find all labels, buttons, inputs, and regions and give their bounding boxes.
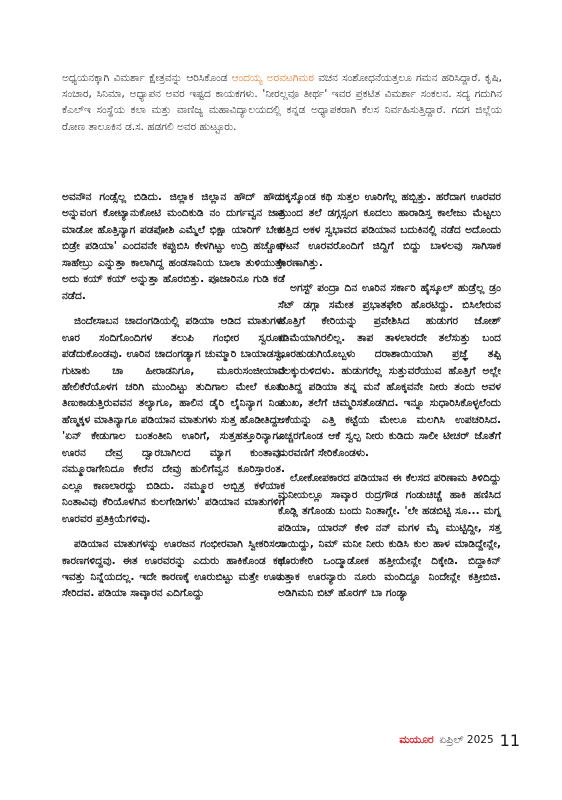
right-column bbox=[278, 189, 501, 602]
paragraph: ದಕ್ಕಸ್ಕೊಂಡ ಕಥಿ ಸುತ್ತಲ ಊರಿಗೆಲ್ಲ ಹಬ್ಬಿತ್ತು. ಹರೆದಾಗ ಊರವರ ಮುಂದ ತಲೆ ಡಗ್ಗಸ್ಸಂಗ ಕೂದಲು ಹಾರಾಡಿಸ್ತ ಕಾಲೇಜು ಮೆಟ್ಟಲು ಹತ್ತಿದ ಅಕಳ ಸ್ವಭಾವದ ಪಡಿಯಾನ ಬದುಕಿನಲ್ಲಿ ನಡೆದ ಅದೊಂದು ಘಟನೆ ಊರವರೊಂದಿಗೆ ಜಿದ್ದಿಗೆ ಬಿದ್ದು ಬಾಳಲವು ಸಾಗಿಸಾಕ ಕಾರಣಾಗಿತ್ತು. bbox=[278, 191, 501, 269]
issue-date: ಏಪ್ರಿಲ್ 2025 bbox=[439, 733, 494, 746]
paragraph: ಅವನೌನ ಗಂಡ್ಸೆಲ್ಲ ಬಿಡಿದು. ಜಿಲ್ಲಾಕ ಜಿಲ್ಲಾನ ಹೌದ್ ಹೌದು ಅನ್ನುವಂಗ ಕೋಟ್ಯಾನುಕೋಟಿ ಮಂದಿಕುಡಿ ನಂ ದುರ್ಗವ್ವನ ಜಾತ್ರಿ ಮಾಡೋ ಹೊತ್ತಿನ್ಯಾಗ ಪಡಪೋಶಿ ಎಮ್ಮೆಲೆ ಭಿಕ್ಷಾ ಯಾರಿಗ್ ಬೇಕು ಬಿಡ್ರೇ ಪಡಿಯಾ' ಎಂದವನೇ ಕಪ್ಪುಬಿಸಿ ಕೇಳಗಿಟ್ಟು ಉದ್ರಿ ಹಚ್ಚೋರಿ ಸಾಹೇಬ್ರು ಎನ್ನುತ್ತಾ ಕಾಲಾಗಿದ್ದ ಹಂಡಸಾನಿಯ ಬಾಲಾ ತುಳಿಯುತ್ತೇ ಅದು ಕಯ್ ಕಯ್ ಅನ್ನುತ್ತಾ ಹೊರಬಿತ್ತು. ಪೂಜಾರಿನೂ ಗುಡಿ ಕಡೆ ನಡೆದ. bbox=[62, 191, 285, 302]
paragraph: ಪಡಿಯಾನ ಮಾತುಗಳನ್ನು ಊರಜನ ಗಂಭೀರವಾಗಿ ಸ್ವೀಕರಿಸಲು ಕಾರಣಗಳಿದ್ದವು. ಈತ ಊರವರನ್ನು ಎದುರು ಹಾಕಿಕೊಂಡ ಕಥೆ ಇವತ್ತು ನಿನ್ನೆಯದಲ್ಲ. ಇದೇ ಕಾರಣಕ್ಕೆ ಊರುಬಿಟ್ಟು ಮತ್ತೇ ಊರು ಸೇರಿದವ. ಪಡಿಯಾ ಸಾವ್ಕಾರನ ಎದಿಗೊದ್ದು bbox=[62, 538, 285, 600]
paragraph: ಲೋಕೋಪಕಾರದ ಪಡಿಯಾನ ಈ ಕೆಲಸದ ಪರಿಣಾಮ ತಿಳಿದಿದ್ದು ಮನೀಯಲ್ಲೂ ಸಾವ್ಕಾರ ರುದ್ರಗೌಡ ಗಂಡುಚಿಚ್ಚೆ ಹಾಕಿ ಹಣಿಸಿದ ಕೊಡ್ಲಿ ತಗೊಂಡು ಬಂದು ನಿಂತಾಗ್ಲೇ. 'ಲೇ ಹಡಬಿಟ್ಟಿ ಸೂ... ಮಗ್ನ ಪಡಿಯಾ, ಯಾರನ್ ಕೇಳಿ ನನ್ ಮಗಳ ಮೈ ಮುಟ್ಟಿದ್ದೀ, ಸತ್ತ ಸಾಯಿದ್ದು, ನಿಮ್ ಮನೀ ನೀರು ಕುಡಿಸಿ ಕುಲ ಹಾಳ ಮಾಡಿದ್ದೇನ್ಲೇ, ಊರುಕೇರಿ ಒಂದ್ಮಾಡೋಕ ಹತ್ತೀಯೇನ್ಲೇ ದಿಕ್ಕೇಡಿ. ಬಿದ್ದಾಕಿನ್ ಎತ್ತಾಕ ಊರನ್ಯಾರು ನೂರು ಮಂದಿದ್ದೂ ನಿಂದೇನ್ಲೇ ಕತ್ತೀಬಿಜಿ. ಅಡಿಗಿಮನಿ ಬಿಟ್ ಹೊರಗ್ ಬಾ ಗಂಡ್ಯಾ bbox=[278, 472, 501, 600]
bio-text-start: ಅಧ್ಯಯನಕ್ಕಾಗಿ ವಿಮರ್ಶಾ ಕ್ಷೇತ್ರವನ್ನು ಆರಿಸಿಕೊಂಡ bbox=[62, 72, 232, 84]
page-number: 11 bbox=[499, 730, 520, 750]
magazine-logo: ಮಯೂರ bbox=[399, 733, 434, 746]
page-footer bbox=[360, 730, 520, 750]
paragraph: ಜಿಂದೇಸಾಬನ ಚಾದಂಗಡಿಯಲ್ಲಿ ಪಡಿಯಾ ಆಡಿದ ಮಾತುಗಳು ಊರ ಸಂದಿಗೊಂದಿಗಳ ತಲುಪಿ ಗಂಭೀರ ಸ್ವರೂಪ ಪಡೆದುಕೊಂಡವು. ಊರಿನ ಚಾದಂಗಡ್ಯಾಗ ಚುಮ್ಮಾರಿ ಬಾಯಾಡಸ್ವ, ಗುಟಾಕು ಚಾ ಹೀರಾಡನಿಗೂ, ಮೂರುಸಂಜೀಯಾದ ಹೇಲಿಕೆರೆಯೊಳಗ ಚರಿಗಿ ಮುಂದಿಟ್ಟು ತುದಿಗಾಲ ಮೇಲೆ ಕೂತು ತಿಣುಕಾಡುತ್ತಿರುವವನ ತಲ್ಯಾಗೂ, ಹಾಲಿನ ಡೈರಿ ಲೈನಿನ್ಯಾಗ ನಿಂತ ಹೆಣ್ಮಕ್ಕಳ ಮಾತಿನ್ಯಾಗೂ ಪಡಿಯಾನ ಮಾತುಗಳು ಸುತ್ತ ಹೊಡೀತಿದ್ದು. 'ಏನ್ ಕೇಡುಗಾಲ ಬಂತಂತೀನಿ ಊರಿಗೆ, ಸುತ್ತಹತ್ತೂರಿನ್ಯಾಗೂ ಊರನ ದೇವ್ರ ದ್ವಾರಬಾಗಿಲದ ಮ್ಯಾಗ ಕುಂತಾವು. ನಮ್ಮೂರಾಗೇನಿದೂ ಕೇರೆನ ದೇವ್ರು ಹುಲಿಗೆವ್ವನ ಕೂರಿಸ್ತಾರಂತ. ಎಲ್ಲೂ ಕಾಣಲಾರದ್ದು ಬಿಡಿದು. ನಮ್ಮೂರ ಅಬ್ಬಿತ್ರ ಕಳೆಯಾಕ ನಿಂತಾವಿವು ಕೆರಿಯೊಳಗಿನ ಕುಲಗೇಡಿಗಳು' ಪಡಿಯಾನ ಮಾತುಗಳಿಗೆ ಊರವರ ಪ್ರತಿಕ್ರಿಯೆಗಳಿವು. bbox=[62, 315, 285, 525]
left-column bbox=[62, 189, 285, 602]
author-name: ಆಂದಯ್ಯ ಅರವಟಗಿಮಠ bbox=[231, 72, 314, 84]
paragraph: ಅಗಸ್ಟ್ ಪಂದ್ರಾ ದಿನ ಊರಿನ ಸರ್ಕಾರಿ ಹೈಸ್ಕೂಲ್ ಹುಡ್ರೆಲ್ಲ ಡ್ರಂ ಸೆಟ್ ಡಗ್ಗಾ ಸಮೇತ ಪ್ರಭಾತಫೇರಿ ಹೊರಟಿದ್ದು. ಬಿಸಿಲೇರುವ ಹೊತ್ತಿಗೆ ಕೇರಿಯನ್ನು ಪ್ರವೇಶಿಸಿದ ಹುಡುಗರ ಜೋಶ್ ಕಡಿಮೆಯಾಗಿರಲಿಲ್ಲ. ತಾಪ ತಾಳಲಾರದೇ ತಲೆಸುತ್ತು ಬಂದ ಊರಹುಡುಗಿಯೊಬ್ಬಳು ದರಾಶಾಯಿಯಾಗಿ ಪ್ರಜ್ಞೆ ತಪ್ಪಿ ನೆಲಕ್ಕುರುಳಿದಳು. ಹುಡುಗರೆಲ್ಲ ಸುತ್ತುವರೆಯುವ ಹೊತ್ತಿಗೆ ಅಲ್ಲೇ ನಿಂತಿದ್ದ ಪಡಿಯಾ ತನ್ನ ಮನೆ ಹೊಕ್ಕವನೇ ನೀರು ತಂದು ಅವಳ ಮುಖ, ತಲೆಗೆ ಚಿಮ್ಮರಿಸತೊಡಗಿದ. ಇನ್ನೂ ಸುಧಾರಿಸಿಕೊಳ್ಳಲೆಂದು ಅಕೆಯನ್ನು ಎತ್ತಿ ಕಟ್ಟೆಯ ಮೇಲೂ ಮಲಗಿಸಿ ಉಪಚರಿಸಿದ. ಎಚ್ಚರಗೊಂಡ ಆಕೆ ಸ್ವಲ್ಪ ನೀರು ಕುಡಿದು ಸಾಲೀ ಟೀಚರ್ ಜೊತೆಗೆ ಮರವಣಿಗೆ ಸೇರಿಕೊಂಡಳು. bbox=[278, 282, 501, 459]
bio-text-end: ವಚನ ಸಂಶೋಧನೆಯತ್ತಲೂ ಗಮನ ಹರಿಸಿದ್ದಾರೆ. ಕೃಷಿ, ಸಂಚಾರ, ಸಿನಿಮಾ, ಅಧ್ಯಾಪನ ಅವರ ಇಷ್ಟದ ಕಾಯಕಗಳು. 'ನೀರಲ್ಲವೂ ತೀರ್ಥ' ಇವರ ಪ್ರಕಟಿತ ವಿಮರ್ಶಾ ಸಂಕಲನ. ಸದ್ಯ ಗದುಗಿನ ಕೆಎಲ್‌ಇ ಸಂಸ್ಥೆಯ ಕಲಾ ಮತ್ತು ವಾಣಿಜ್ಯ ಮಹಾವಿದ್ಯಾಲಯದಲ್ಲಿ ಕನ್ನಡ ಅಧ್ಯಾಪಕರಾಗಿ ಕೆಲಸ ನಿರ್ವಹಿಸುತ್ತಿದ್ದಾರೆ. ಗದಗ ಜಿಲ್ಲೆಯ ರೋಣ ತಾಲೂಕಿನ ಡ.ಸ. ಹಡಗಲಿ ಅವರ ಹುಟ್ಟೂರು. bbox=[62, 72, 502, 133]
author-bio bbox=[62, 70, 502, 135]
